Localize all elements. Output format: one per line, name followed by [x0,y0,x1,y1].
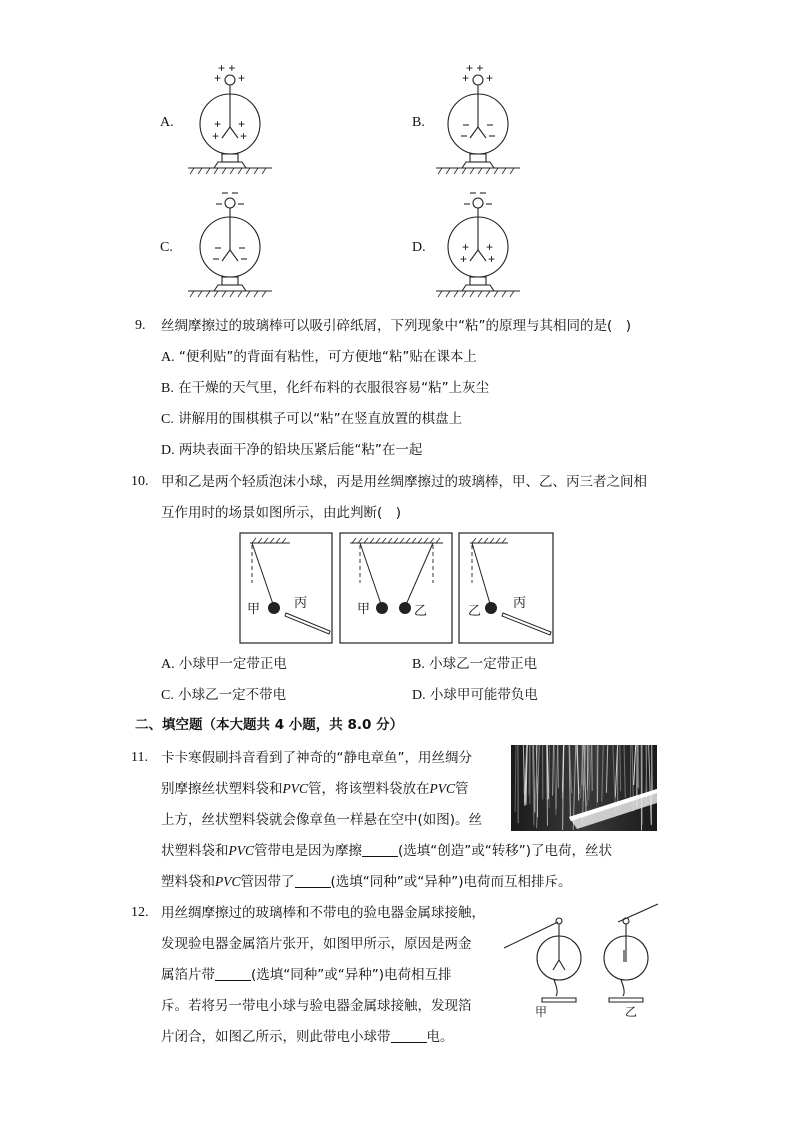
q10-option-a[interactable] [161,654,287,675]
q11-static-octopus-photo [511,745,657,831]
svg-text:+: + [460,252,468,266]
q12-line4: 斥。若将另一带电小球与验电器金属球接触，发现箔 [161,998,472,1014]
svg-text:+: + [486,71,494,85]
q9-option-b-text: 在干燥的天气里，化纤布料的衣服很容易“粘”上灰尘 [178,380,490,396]
svg-text:+: + [488,252,496,266]
svg-text:+: + [214,117,222,131]
q9-option-a[interactable] [161,347,477,368]
q12-figure-label-yi: 乙 [625,1005,638,1019]
q12-line5-part-a: 片闭合，如图乙所示，则此带电小球带 [161,1029,391,1045]
svg-text:+: + [486,240,494,254]
q11-line4-part-a: 状塑料袋和 [161,843,229,859]
q11-line4-part-b: 管带电是因为摩擦 [254,843,362,859]
q10-option-b-text: 小球乙一定带正电 [429,656,538,672]
q9-number: 9. [135,318,146,333]
q11-pvc-4: PVC [215,874,241,889]
q12-line3-part-a: 属箔片带 [161,967,215,983]
q9-option-d-text: 两块表面干净的铅块压紧后能“粘”在一起 [178,442,423,458]
q11-line1: 卡卡寒假刷抖音看到了神奇的“静电章鱼”，用丝绸分 [161,750,472,766]
q11-pvc-2: PVC [429,781,455,796]
svg-text:+: + [212,129,220,143]
q10-figure-label-jia-1: 甲 [247,601,261,616]
q11-line4-part-c: (选填“创造”或“转移”)了电荷，丝状 [398,843,613,859]
electroscope-c-figure [184,187,274,302]
q12-line1: 用丝绸摩擦过的玻璃棒和不带电的验电器金属球接触， [161,905,485,921]
electroscope-a-figure [184,62,274,177]
q10-stem-line1: 甲和乙是两个轻质泡沫小球，丙是用丝绸摩擦过的玻璃棒，甲、乙、丙三者之间相 [161,474,647,490]
q9-option-c[interactable] [161,409,462,430]
q10-stem-line2: 互作用时的场景如图所示，由此判断( ) [161,505,402,521]
q12-line3-part-b: (选填“同种”或“异种”)电荷相互排 [251,967,452,983]
q12-blank-2[interactable] [391,1028,427,1043]
q11-blank-1[interactable] [362,842,398,857]
q10-figure-label-jia-2: 甲 [357,601,371,616]
q10-figure-label-bing-3: 丙 [513,595,527,610]
q10-option-b-letter: B. [412,657,425,672]
q9-option-b[interactable] [161,378,489,399]
q12-line5 [161,1027,454,1047]
q10-option-c-letter: C. [161,688,174,703]
q11-blank-2[interactable] [295,873,331,888]
svg-text:+ +: + + [218,62,236,75]
q10-option-c-text: 小球乙一定不带电 [178,687,287,703]
q9-option-a-text: “便利贴”的背面有粘性，可方便地“粘”贴在课本上 [178,349,477,365]
q10-number: 10. [131,474,149,489]
svg-text:+: + [462,71,470,85]
q12-line3 [161,965,452,985]
q11-line2-part-a: 别摩擦丝状塑料袋和 [161,781,283,797]
q9-option-c-letter: C. [161,412,174,427]
q10-figure-label-bing-1: 丙 [294,595,308,610]
q12-blank-1[interactable] [215,966,251,981]
section-2-title: 二、填空题（本大题共 4 小题，共 8.0 分） [135,717,404,733]
q12-line5-part-b: 电。 [426,1029,454,1045]
q12-electroscope-figure [500,900,662,1020]
q10-option-b[interactable] [412,654,537,675]
q11-line5-part-c: (选填“同种”或“异种”)电荷而互相排斥。 [330,874,572,890]
q10-option-d-text: 小球甲可能带负电 [429,687,538,703]
q10-figure-label-yi-2: 乙 [414,603,428,618]
q12-figure-label-jia: 甲 [535,1005,548,1019]
q10-option-a-text: 小球甲一定带正电 [178,656,287,672]
svg-text:+: + [462,240,470,254]
q11-line5 [161,872,572,892]
q11-line2-part-b: 管，将该塑料袋放在 [308,781,430,797]
q11-pvc-3: PVC [228,843,254,858]
q10-option-d-letter: D. [412,688,426,703]
plastic-strand [558,745,559,788]
q10-figure-label-yi-3: 乙 [468,603,482,618]
q11-line3: 上方，丝状塑料袋就会像章鱼一样悬在空中(如图)。丝 [161,812,483,828]
q11-number: 11. [131,750,148,765]
svg-text:+: + [238,71,246,85]
q10-figure [238,531,556,645]
q11-pvc-1: PVC [282,781,308,796]
plastic-strand [529,745,530,795]
svg-text:+: + [240,129,248,143]
q9-option-a-letter: A. [161,350,175,365]
q10-option-c[interactable] [161,685,286,706]
electroscope-d-figure [432,187,522,302]
q11-line5-part-b: 管因带了 [240,874,295,890]
q8-option-c-letter: C. [160,240,173,255]
q10-option-d[interactable] [412,685,538,706]
q11-line5-part-a: 塑料袋和 [161,874,215,890]
q9-option-d-letter: D. [161,443,175,458]
svg-text:+ +: + + [466,62,484,75]
q12-line2: 发现验电器金属箔片张开，如图甲所示，原因是两金 [161,936,472,952]
q9-option-c-text: 讲解用的围棋棋子可以“粘”在竖直放置的棋盘上 [178,411,463,427]
q9-option-b-letter: B. [161,381,174,396]
plastic-strand [549,745,550,808]
q8-option-a-letter: A. [160,115,174,130]
q10-option-a-letter: A. [161,657,175,672]
q12-number: 12. [131,905,149,920]
electroscope-b-figure [432,62,522,177]
q8-option-b-letter: B. [412,115,425,130]
q11-line4 [161,841,612,861]
q9-option-d[interactable] [161,440,422,461]
svg-text:+: + [238,117,246,131]
q11-line2 [161,779,469,799]
svg-text:+: + [214,71,222,85]
q8-option-d-letter: D. [412,240,426,255]
q11-line2-part-c: 管 [455,781,469,797]
q9-stem: 丝绸摩擦过的玻璃棒可以吸引碎纸屑，下列现象中“粘”的原理与其相同的是( ) [161,318,632,334]
